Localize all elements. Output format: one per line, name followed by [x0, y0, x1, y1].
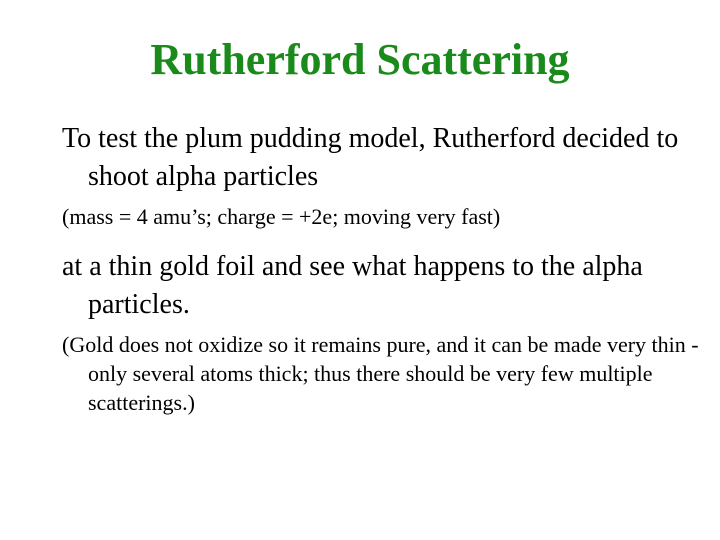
paragraph-alpha-properties: (mass = 4 amu’s; charge = +2e; moving very fast) [62, 204, 501, 229]
paragraph-gold-foil-target: at a thin gold foil and see what happens to the alpha particles. [62, 251, 643, 320]
paragraph-gold-foil-note: (Gold does not oxidize so it remains pure, and it can be made very thin - only several atoms thick; thus there should be very few multiple scatterings.) [62, 332, 699, 415]
paragraph-plum-pudding-test: To test the plum pudding model, Rutherford decided to shoot alpha particles [62, 123, 679, 192]
slide-title: Rutherford Scattering [150, 35, 570, 84]
